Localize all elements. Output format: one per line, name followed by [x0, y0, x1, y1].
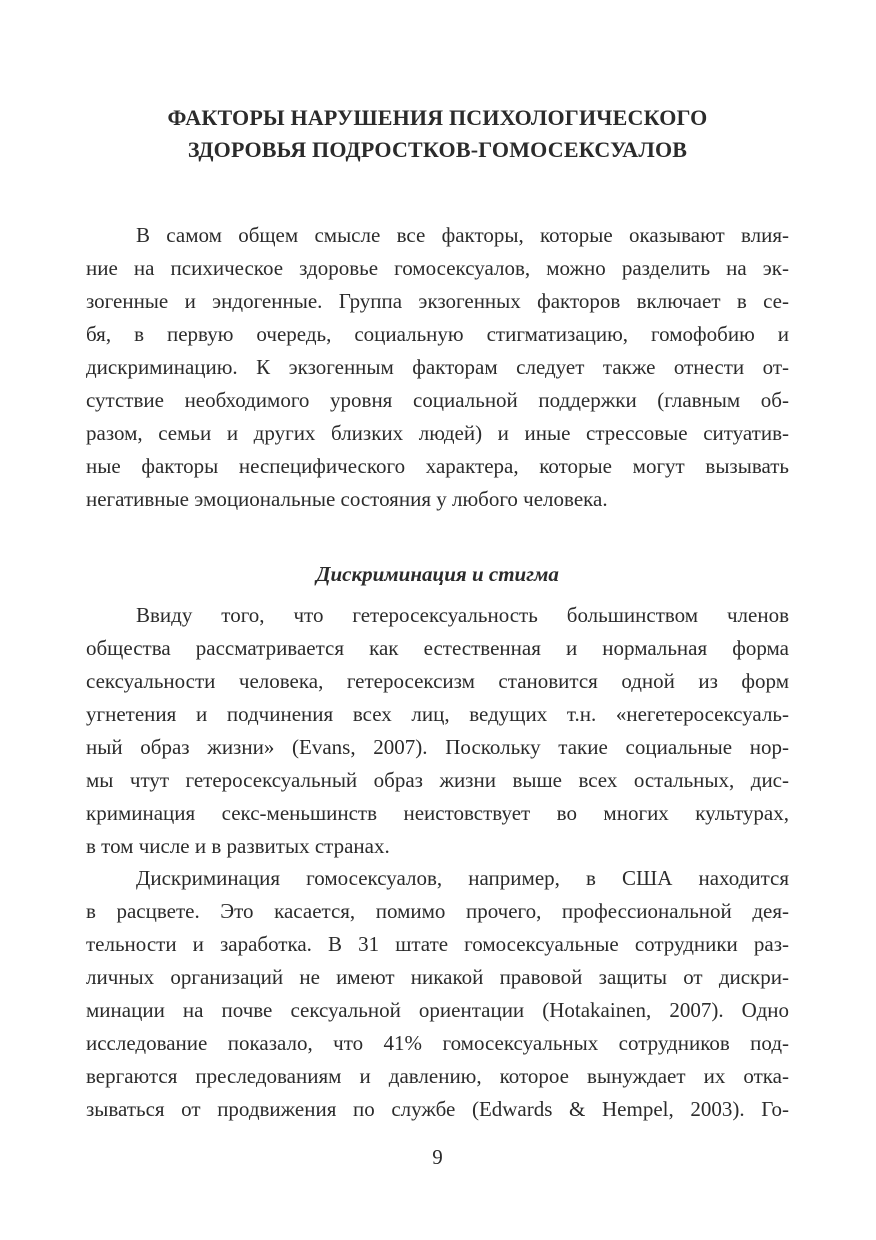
page-title-line-2: ЗДОРОВЬЯ ПОДРОСТКОВ-ГОМОСЕКСУАЛОВ	[187, 137, 688, 162]
text-line: ные факторы неспецифического характера, которые могут вызывать	[86, 454, 789, 478]
text-line: минации на почве сексуальной ориентации (Hotakainen, 2007). Одно	[86, 998, 789, 1022]
text-line: В самом общем смысле все факторы, которые оказывают влия-	[136, 223, 789, 247]
section-heading: Дискриминация и стигма	[316, 562, 559, 586]
text-line: угнетения и подчинения всех лиц, ведущих т.н. «негетеросексуаль-	[86, 702, 789, 726]
text-line: зываться от продвижения по службе (Edwards & Hempel, 2003). Го-	[86, 1097, 789, 1121]
text-line: сексуальности человека, гетеросексизм становится одной из форм	[86, 669, 789, 693]
text-line: мы чтут гетеросексуальный образ жизни выше всех остальных, дис-	[86, 768, 789, 792]
text-line: негативные эмоциональные состояния у любого человека.	[86, 487, 608, 511]
text-line: зогенные и эндогенные. Группа экзогенных факторов включает в се-	[86, 289, 789, 313]
text-line: Ввиду того, что гетеросексуальность большинством членов	[136, 603, 789, 627]
text-line: ние на психическое здоровье гомосексуалов, можно разделить на эк-	[86, 256, 789, 280]
text-line: разом, семьи и других близких людей) и иные стрессовые ситуатив-	[86, 421, 789, 445]
page-title-line-1: ФАКТОРЫ НАРУШЕНИЯ ПСИХОЛОГИЧЕСКОГО	[167, 105, 708, 130]
page-number: 9	[432, 1145, 443, 1169]
text-line: дискриминацию. К экзогенным факторам следует также отнести от-	[86, 355, 789, 379]
text-line: ный образ жизни» (Evans, 2007). Поскольку такие социальные нор-	[86, 735, 789, 759]
text-line: вергаются преследованиям и давлению, которое вынуждает их отка-	[86, 1064, 789, 1088]
text-line: общества рассматривается как естественная и нормальная форма	[86, 636, 789, 660]
text-line: тельности и заработка. В 31 штате гомосексуальные сотрудники раз-	[86, 932, 789, 956]
text-line: в том числе и в развитых странах.	[86, 834, 390, 858]
text-line: криминация секс-меньшинств неистовствует во многих культурах,	[86, 801, 789, 825]
text-line: Дискриминация гомосексуалов, например, в США находится	[136, 866, 789, 890]
text-line: исследование показало, что 41% гомосексуальных сотрудников под-	[86, 1031, 789, 1055]
text-line: в расцвете. Это касается, помимо прочего, профессиональной дея-	[86, 899, 789, 923]
text-line: личных организаций не имеют никакой правовой защиты от дискри-	[86, 965, 789, 989]
text-line: бя, в первую очередь, социальную стигматизацию, гомофобию и	[86, 322, 789, 346]
text-line: сутствие необходимого уровня социальной поддержки (главным об-	[86, 388, 789, 412]
